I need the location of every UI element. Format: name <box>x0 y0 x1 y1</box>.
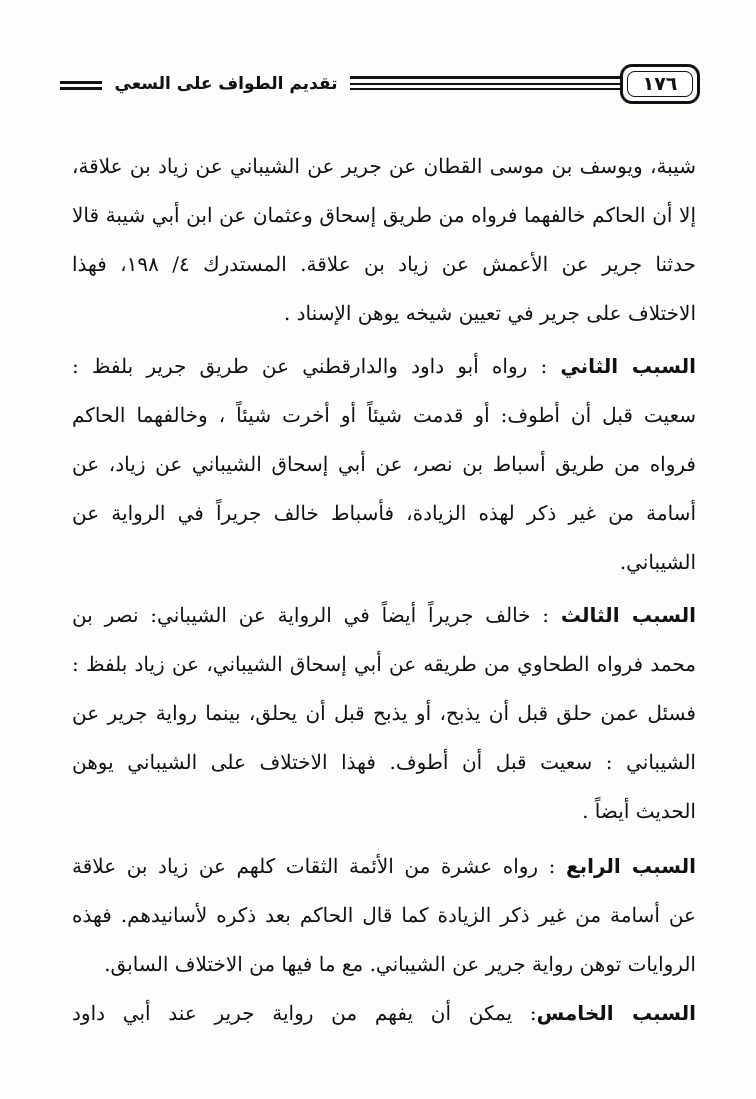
page-number-box <box>620 64 700 104</box>
text-line: الشيباني. <box>619 550 696 574</box>
text-segment: : رواه عشرة من الأئمة الثقات كلهم عن زياد بن علاقة <box>72 854 566 878</box>
text-line: فرواه من طريق أسباط بن نصر، عن أبي إسحاق الشيباني عن زياد، عن <box>72 452 696 476</box>
text-line: محمد فرواه الطحاوي من طريقه عن أبي إسحاق الشيباني، عن زياد بلفظ : <box>72 652 696 676</box>
body-text <box>72 142 696 1038</box>
paragraph-5 <box>72 989 696 1038</box>
text-line: عن أسامة من غير ذكر الزيادة كما قال الحاكم بعد ذكره لأسانيدهم. فهذه <box>72 903 696 927</box>
section-heading: السبب الخامس <box>536 1001 696 1025</box>
header-rule-left <box>60 81 102 93</box>
text-line: الحديث أيضاً . <box>582 799 696 823</box>
paragraph-4 <box>72 842 696 989</box>
text-line: إلا أن الحاكم خالفهما فرواه من طريق إسحاق وعثمان عن ابن أبي شيبة قالا <box>72 203 696 227</box>
section-heading: السبب الثالث <box>560 603 696 627</box>
text-line <box>72 842 696 891</box>
text-line <box>72 989 696 1038</box>
text-segment: : خالف جريراً أيضاً في الرواية عن الشيباني: نصر بن <box>72 603 561 627</box>
text-segment: : رواه أبو داود والدارقطني عن طريق جرير بلفظ : <box>72 354 561 378</box>
text-line: شيبة، ويوسف بن موسى القطان عن جرير عن الشيباني عن زياد بن علاقة، <box>72 154 696 178</box>
running-title: تقديم الطواف على السعي <box>114 74 338 94</box>
text-line: سعيت قبل أن أطوف: أو قدمت شيئاً أو أخرت شيئاً ، وخالفهما الحاكم <box>72 403 696 427</box>
page-number: ١٧٦ <box>642 73 678 95</box>
header-rule-right <box>350 76 640 94</box>
text-line: الشيباني : سعيت قبل أن أطوف. فهذا الاختلاف على الشيباني يوهن <box>72 750 696 774</box>
text-segment: : يمكن أن يفهم من رواية جرير عند أبي داود <box>72 1001 537 1025</box>
text-line <box>72 591 696 640</box>
text-line: الاختلاف على جرير في تعيين شيخه يوهن الإسناد . <box>283 301 696 325</box>
text-line: حدثنا جرير عن الأعمش عن زياد بن علاقة. المستدرك ٤/ ١٩٨، فهذا <box>72 252 696 276</box>
paragraph-1 <box>72 142 696 338</box>
paragraph-3 <box>72 591 696 836</box>
text-line: فسئل عمن حلق قبل أن يذبح، أو يذبح قبل أن يحلق، بينما رواية جرير عن <box>72 701 696 725</box>
page-header <box>60 64 700 108</box>
section-heading: السبب الرابع <box>565 854 696 878</box>
text-line: أسامة من غير ذكر لهذه الزيادة، فأسباط خالف جريراً في الرواية عن <box>72 501 696 525</box>
text-line: الروايات توهن رواية جرير عن الشيباني. مع ما فيها من الاختلاف السابق. <box>104 952 696 976</box>
paragraph-2 <box>72 342 696 587</box>
section-heading: السبب الثاني <box>560 354 696 378</box>
text-line <box>72 342 696 391</box>
